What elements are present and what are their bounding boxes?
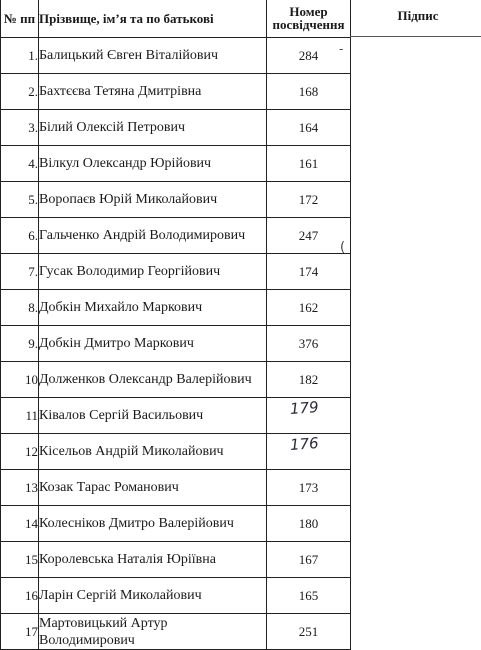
row-number: 3.: [1, 110, 39, 146]
table-row: [1, 326, 351, 362]
row-certificate-number: 165: [267, 578, 351, 614]
row-full-name: Королевська Наталія Юріївна: [39, 542, 267, 578]
row-number: 16: [1, 578, 39, 614]
row-number: 12: [1, 434, 39, 470]
row-certificate-number: 182: [267, 362, 351, 398]
row-certificate-number: 284: [267, 38, 351, 74]
row-number: 14: [1, 506, 39, 542]
row-certificate-number: 251: [267, 614, 351, 650]
table-row: [1, 74, 351, 110]
header-signature: Підпис: [397, 8, 439, 23]
row-full-name: Ківалов Сергій Васильович: [39, 398, 267, 434]
row-full-name: Воропаєв Юрій Миколайович: [39, 182, 267, 218]
table-row: [1, 578, 351, 614]
row-certificate-number: 172: [267, 182, 351, 218]
header-full-name: Прізвище, ім’я та по батькові: [39, 0, 267, 38]
table-row: [1, 146, 351, 182]
row-certificate-number: 247: [267, 218, 351, 254]
row-certificate-number: 161: [267, 146, 351, 182]
row-full-name: Долженков Олександр Валерійович: [39, 362, 267, 398]
row-number: 10: [1, 362, 39, 398]
table-row: [1, 218, 351, 254]
row-full-name: Мартовицький Артур Володимирович: [39, 614, 267, 650]
table-row: [1, 506, 351, 542]
row-number: 7.: [1, 254, 39, 290]
table-row: [1, 542, 351, 578]
row-full-name: Кісельов Андрій Миколайович: [39, 434, 267, 470]
table-row: [1, 110, 351, 146]
row-number: 13: [1, 470, 39, 506]
table-row: [1, 290, 351, 326]
table-row: [1, 254, 351, 290]
row-full-name: Добкін Михайло Маркович: [39, 290, 267, 326]
row-certificate-number: 168: [267, 74, 351, 110]
row-certificate-number: 164: [267, 110, 351, 146]
table-row: [1, 38, 351, 74]
row-full-name: Гальченко Андрій Володимирович: [39, 218, 267, 254]
row-number: 2.: [1, 74, 39, 110]
row-full-name: Білий Олексій Петрович: [39, 110, 267, 146]
row-full-name: Вілкул Олександр Юрійович: [39, 146, 267, 182]
row-certificate-number: 167: [267, 542, 351, 578]
table-header-row: [1, 0, 351, 38]
row-full-name: Ларін Сергій Миколайович: [39, 578, 267, 614]
table-row: [1, 362, 351, 398]
row-full-name: Козак Тарас Романович: [39, 470, 267, 506]
row-certificate-number: 173: [267, 470, 351, 506]
row-number: 17: [1, 614, 39, 650]
row-certificate-number: 162: [267, 290, 351, 326]
row-number: 6.: [1, 218, 39, 254]
row-full-name: Гусак Володимир Георгійович: [39, 254, 267, 290]
row-certificate-number: 180: [267, 506, 351, 542]
row-full-name: Колесніков Дмитро Валерійович: [39, 506, 267, 542]
handwritten-certificate-11: 179: [289, 398, 320, 418]
table-row: [1, 614, 351, 650]
header-certificate-number: Номер посвідчення: [267, 0, 351, 38]
handwritten-certificate-12: 176: [289, 434, 320, 454]
ink-mark: -: [339, 42, 344, 56]
table-row: [1, 182, 351, 218]
row-full-name: Балицький Євген Віталійович: [39, 38, 267, 74]
row-number: 1.: [1, 38, 39, 74]
row-number: 11: [1, 398, 39, 434]
row-certificate-number: 174: [267, 254, 351, 290]
row-number: 9.: [1, 326, 39, 362]
row-number: 5.: [1, 182, 39, 218]
table-row: [1, 470, 351, 506]
row-number: 4.: [1, 146, 39, 182]
row-number: 15: [1, 542, 39, 578]
row-full-name: Добкін Дмитро Маркович: [39, 326, 267, 362]
ink-mark: (: [340, 240, 346, 255]
row-full-name: Бахтєєва Тетяна Дмитрівна: [39, 74, 267, 110]
header-number: № пп: [1, 0, 39, 38]
row-number: 8.: [1, 290, 39, 326]
table-body: [1, 38, 351, 650]
row-certificate-number: 376: [267, 326, 351, 362]
